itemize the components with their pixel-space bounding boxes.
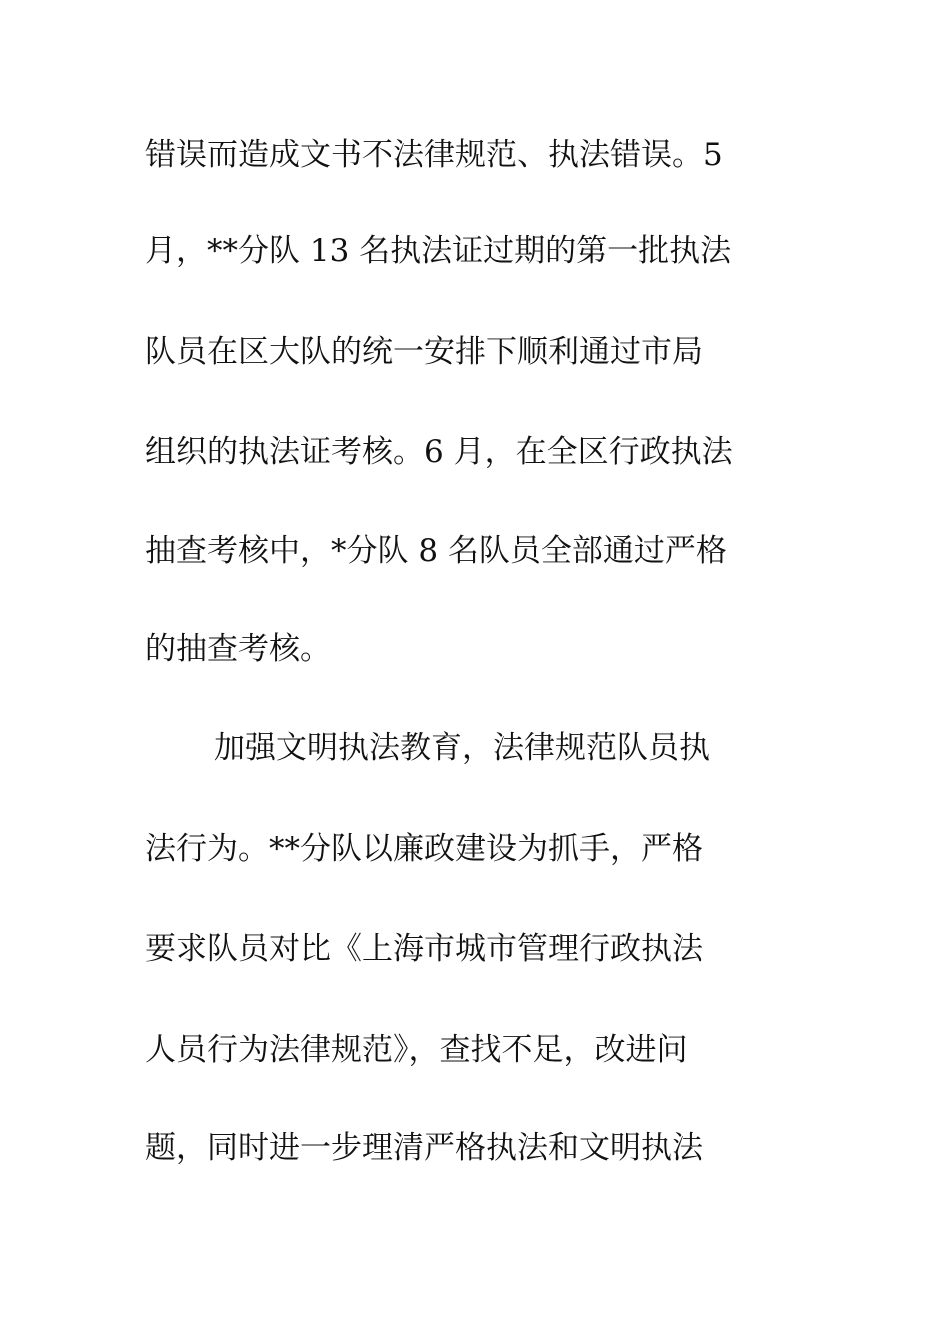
text-line: 题，同时进一步理清严格执法和文明执法: [145, 1130, 703, 1166]
text-line: 抽查考核中，*分队 8 名队员全部通过严格: [145, 533, 727, 569]
text-line: 队员在区大队的统一安排下顺利通过市局: [145, 334, 703, 370]
text-line: 组织的执法证考核。6 月，在全区行政执法: [145, 434, 733, 470]
text-line: 月，**分队 13 名执法证过期的第一批执法: [145, 233, 732, 269]
text-line: 错误而造成文书不法律规范、执法错误。5: [145, 137, 723, 173]
text-line: 法行为。**分队以廉政建设为抓手，严格: [145, 831, 703, 867]
text-line: 的抽查考核。: [145, 631, 331, 667]
text-line: 要求队员对比《上海市城市管理行政执法: [145, 931, 703, 967]
text-line: 人员行为法律规范》，查找不足，改进问: [145, 1032, 688, 1068]
paragraph-first-line: 加强文明执法教育，法律规范队员执: [214, 730, 710, 766]
